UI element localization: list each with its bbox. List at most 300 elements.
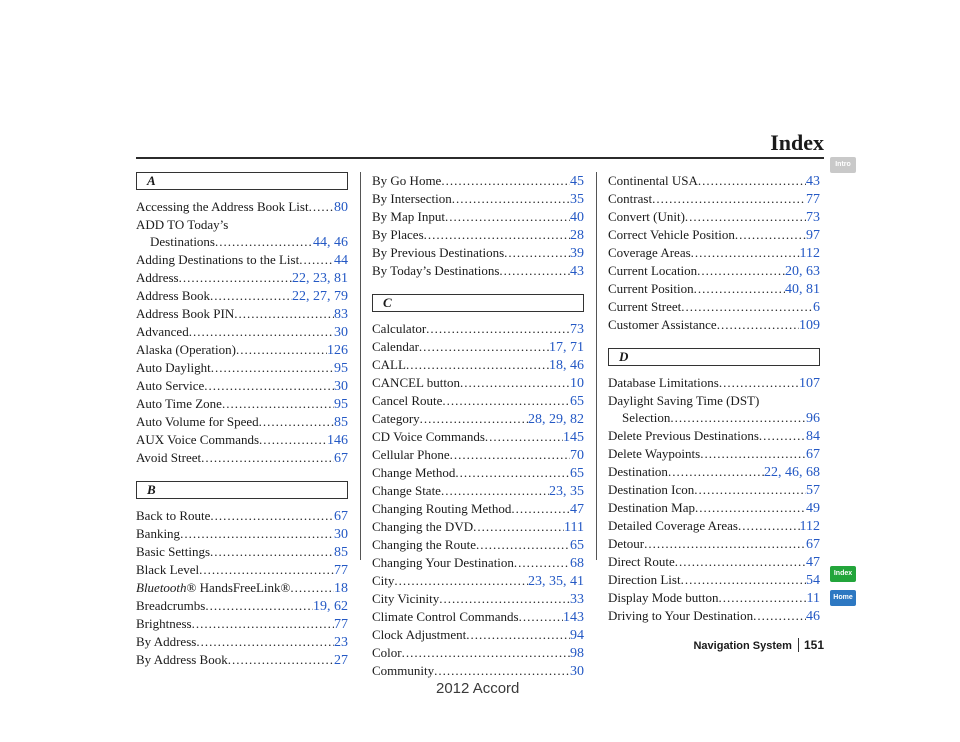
index-entry [608, 445, 820, 463]
page-link[interactable]: 62 [334, 599, 348, 614]
page-link[interactable]: 35 [549, 574, 563, 589]
index-entry [608, 571, 820, 589]
title-rule [136, 157, 824, 159]
page-references [570, 191, 584, 208]
index-entry [608, 208, 820, 226]
index-entry [136, 251, 348, 269]
page-references [799, 317, 820, 334]
dot-leader [753, 607, 806, 624]
index-entry [136, 323, 348, 341]
dot-leader [473, 518, 564, 535]
index-term: Change Method [372, 465, 456, 480]
page-link[interactable]: 43 [806, 174, 820, 189]
page-link[interactable]: 79 [334, 289, 348, 304]
dot-leader [402, 644, 570, 661]
page-link[interactable]: 33 [570, 592, 584, 607]
page-link[interactable]: 22 [292, 271, 306, 286]
page-references [570, 173, 584, 190]
page-link[interactable]: 81 [806, 282, 820, 297]
page-references: 40, 81 [785, 282, 820, 297]
index-entry [608, 517, 820, 535]
page-link[interactable]: 41 [570, 574, 584, 589]
index-term: Changing the Route [372, 537, 476, 552]
index-tab-button[interactable]: Index [830, 566, 856, 582]
page-link[interactable]: 23 [313, 271, 327, 286]
intro-tab-button[interactable]: Intro [830, 157, 856, 173]
index-term: Black Level [136, 562, 200, 577]
dot-leader [644, 535, 806, 552]
page-references [570, 591, 584, 608]
page-link[interactable]: 22 [292, 289, 306, 304]
index-term: By Places [372, 227, 424, 242]
page-link[interactable]: 10 [570, 376, 584, 391]
dot-leader [455, 464, 570, 481]
page-references [806, 410, 820, 427]
page-link[interactable]: 112 [799, 246, 820, 261]
index-entry [136, 651, 348, 669]
index-entry [372, 374, 584, 392]
index-term: Contrast [608, 191, 653, 206]
index-term: Changing Routing Method [372, 501, 512, 516]
page-references [327, 432, 348, 449]
page-references [799, 375, 820, 392]
index-term-italic: Bluetooth [136, 580, 187, 595]
index-entry [608, 262, 820, 280]
page-references [334, 544, 348, 561]
index-term: Basic Settings [136, 544, 211, 559]
index-term: Coverage Areas [608, 245, 691, 260]
index-entry [136, 395, 348, 413]
index-entry [372, 338, 584, 356]
dot-leader [695, 499, 806, 516]
index-entry [372, 356, 584, 374]
dot-leader [694, 280, 785, 297]
page-link[interactable]: 83 [334, 307, 348, 322]
page-references [570, 465, 584, 482]
page-link[interactable]: 19 [313, 599, 327, 614]
index-entry [608, 172, 820, 190]
index-entry [372, 190, 584, 208]
index-term: AUX Voice Commands [136, 432, 260, 447]
index-term: Destination Map [608, 500, 696, 515]
index-term: CALL [372, 357, 406, 372]
page-references [806, 482, 820, 499]
page-references: 22, 23, 81 [292, 271, 348, 286]
index-entry [372, 572, 584, 590]
home-tab-button[interactable]: Home [830, 590, 856, 606]
page-references [807, 590, 820, 607]
page-link[interactable]: 112 [799, 519, 820, 534]
index-entry [136, 543, 348, 561]
index-entry [372, 392, 584, 410]
page-link[interactable]: 30 [334, 325, 348, 340]
page-references: 23, 35, 41 [528, 574, 584, 589]
dot-leader [442, 392, 570, 409]
page-link[interactable]: 54 [806, 573, 820, 588]
footer-section-name: Navigation System [693, 640, 792, 652]
page-link[interactable]: 65 [570, 538, 584, 553]
index-entry [372, 410, 584, 428]
page-references [334, 450, 348, 467]
page-references [800, 518, 820, 535]
page-link[interactable]: 29 [549, 412, 563, 427]
page-link[interactable]: 95 [334, 361, 348, 376]
page-link[interactable]: 40 [570, 210, 584, 225]
page-link[interactable]: 85 [334, 415, 348, 430]
page-references [806, 572, 820, 589]
dot-leader [179, 269, 292, 286]
dot-leader [450, 446, 570, 463]
index-entry [136, 198, 348, 216]
page-link[interactable]: 20 [785, 264, 799, 279]
dot-leader [434, 662, 570, 679]
index-entry [136, 449, 348, 467]
index-entry [608, 244, 820, 262]
page-link[interactable]: 81 [334, 271, 348, 286]
index-entry [136, 233, 348, 251]
section-gap [608, 334, 820, 348]
page-link[interactable]: 44 [313, 235, 327, 250]
page-references [334, 252, 348, 269]
dot-leader [211, 359, 334, 376]
page-link[interactable]: 95 [334, 397, 348, 412]
dot-leader [717, 316, 799, 333]
page-references [570, 375, 584, 392]
index-entry [372, 464, 584, 482]
page-references [806, 608, 820, 625]
index-term: Color [372, 645, 402, 660]
index-term: Breadcrumbs [136, 598, 206, 613]
index-entry [136, 525, 348, 543]
dot-leader [259, 413, 334, 430]
dot-leader [205, 597, 313, 614]
index-term: Advanced [136, 324, 189, 339]
index-term: City [372, 573, 395, 588]
page-link[interactable]: 73 [806, 210, 820, 225]
index-term: Alaska (Operation) [136, 342, 236, 357]
index-term: Bluetooth® HandsFreeLink® [136, 580, 291, 595]
page-link[interactable]: 39 [570, 246, 584, 261]
index-entry [136, 507, 348, 525]
index-entry [372, 446, 584, 464]
dot-leader [210, 287, 292, 304]
page-references [813, 299, 820, 316]
index-entry [372, 500, 584, 518]
index-column-2 [372, 172, 584, 680]
page-references [334, 652, 348, 669]
page-references [570, 555, 584, 572]
index-entry [608, 499, 820, 517]
page-references: 22, 46, 68 [764, 465, 820, 480]
index-term: Detour [608, 536, 645, 551]
index-entry [372, 262, 584, 280]
page-references: 19, 62 [313, 599, 348, 614]
page-link[interactable]: 68 [806, 465, 820, 480]
page-references: 20, 63 [785, 264, 820, 279]
page-link[interactable]: 146 [327, 433, 348, 448]
page-link[interactable]: 97 [806, 228, 820, 243]
page-link[interactable]: 77 [334, 617, 348, 632]
page-link[interactable]: 143 [563, 610, 584, 625]
page-link[interactable]: 27 [334, 653, 348, 668]
page-link[interactable]: 30 [570, 664, 584, 679]
page-number: 151 [798, 638, 824, 652]
dot-leader [426, 320, 570, 337]
dot-leader [735, 226, 806, 243]
index-term: Display Mode button [608, 590, 719, 605]
dot-leader [685, 208, 806, 225]
page-link[interactable]: 68 [570, 556, 584, 571]
page-references [334, 378, 348, 395]
dot-leader [199, 561, 334, 578]
page-link[interactable]: 49 [806, 501, 820, 516]
page-references [334, 324, 348, 341]
page-references [800, 245, 820, 262]
page-references [570, 447, 584, 464]
page-link[interactable]: 67 [806, 447, 820, 462]
index-entry [136, 579, 348, 597]
index-term: Driving to Your Destination [608, 608, 754, 623]
page-references [327, 342, 348, 359]
page-references [570, 245, 584, 262]
index-term: Delete Waypoints [608, 446, 701, 461]
index-entry [608, 316, 820, 334]
index-term: Correct Vehicle Position [608, 227, 735, 242]
page-link[interactable]: 35 [570, 192, 584, 207]
page-link[interactable]: 46 [785, 465, 799, 480]
dot-leader [460, 374, 570, 391]
index-term: By Address Book [136, 652, 228, 667]
page-link[interactable]: 28 [570, 228, 584, 243]
page-link[interactable]: 28 [528, 412, 542, 427]
index-term: Destination Icon [608, 482, 695, 497]
page-references [334, 414, 348, 431]
index-term: Daylight Saving Time (DST) [608, 393, 760, 408]
dot-leader [210, 543, 334, 560]
page-references [334, 396, 348, 413]
page-link[interactable]: 77 [334, 563, 348, 578]
dot-leader [691, 244, 800, 261]
index-term: Cancel Route [372, 393, 443, 408]
dot-leader [394, 572, 528, 589]
page-link[interactable]: 35 [570, 484, 584, 499]
index-entry [608, 298, 820, 316]
page-link[interactable]: 126 [327, 343, 348, 358]
index-term: Continental USA [608, 173, 698, 188]
page-link[interactable]: 44 [334, 253, 348, 268]
page-references [806, 209, 820, 226]
page-references [570, 393, 584, 410]
page-link[interactable]: 73 [570, 322, 584, 337]
page-references [334, 306, 348, 323]
page-link[interactable]: 82 [570, 412, 584, 427]
page-link[interactable]: 96 [806, 411, 820, 426]
page-link[interactable]: 11 [806, 591, 820, 606]
index-entry [136, 341, 348, 359]
page-link[interactable]: 18 [549, 358, 563, 373]
index-term-continuation: Destinations [150, 234, 215, 249]
index-entry [136, 431, 348, 449]
page-references [334, 562, 348, 579]
index-term: Clock Adjustment [372, 627, 467, 642]
dot-leader [652, 190, 806, 207]
index-term: Category [372, 411, 420, 426]
page-link[interactable]: 67 [334, 509, 348, 524]
index-entry [372, 482, 584, 500]
column-divider [360, 172, 361, 560]
page-references [570, 321, 584, 338]
page-link[interactable]: 85 [334, 545, 348, 560]
index-term: Calculator [372, 321, 427, 336]
page-link[interactable]: 30 [334, 527, 348, 542]
page-link[interactable]: 67 [806, 537, 820, 552]
dot-leader [452, 190, 570, 207]
index-term: Auto Volume for Speed [136, 414, 259, 429]
page-link[interactable]: 46 [570, 358, 584, 373]
section-gap [372, 280, 584, 294]
dot-leader [441, 172, 570, 189]
page-references: 18, 46 [549, 358, 584, 373]
index-entry [608, 607, 820, 625]
page-link[interactable]: 65 [570, 394, 584, 409]
page-link[interactable]: 46 [334, 235, 348, 250]
page-title: Index [770, 130, 824, 155]
dot-leader [681, 571, 806, 588]
index-term: Convert (Unit) [608, 209, 685, 224]
page-references: 23, 35 [549, 484, 584, 499]
page-link[interactable]: 98 [570, 646, 584, 661]
page-link[interactable]: 6 [813, 300, 820, 315]
dot-leader [514, 554, 570, 571]
index-term: Direct Route [608, 554, 675, 569]
page-link[interactable]: 109 [799, 318, 820, 333]
index-entry [136, 633, 348, 651]
dot-leader [675, 553, 806, 570]
page-link[interactable]: 46 [806, 609, 820, 624]
page-link[interactable]: 30 [334, 379, 348, 394]
page-link[interactable]: 65 [570, 466, 584, 481]
index-term: Auto Daylight [136, 360, 211, 375]
section-letter-header: A [136, 172, 348, 190]
page-link[interactable]: 67 [334, 451, 348, 466]
page-references [334, 526, 348, 543]
page-link[interactable]: 23 [528, 574, 542, 589]
index-term: By Intersection [372, 191, 452, 206]
index-term: Address Book PIN [136, 306, 235, 321]
dot-leader [180, 525, 334, 542]
dot-leader [204, 377, 334, 394]
dot-leader [299, 251, 334, 268]
index-entry [608, 374, 820, 392]
index-entry [372, 244, 584, 262]
index-entry [372, 590, 584, 608]
section-letter-header: B [136, 481, 348, 499]
index-entry [372, 662, 584, 680]
index-entry-line [136, 216, 348, 233]
page-link[interactable]: 47 [806, 555, 820, 570]
index-entry [372, 320, 584, 338]
index-term: Auto Time Zone [136, 396, 222, 411]
page-references [570, 209, 584, 226]
index-entry [372, 626, 584, 644]
page-link[interactable]: 18 [334, 581, 348, 596]
index-entry [136, 561, 348, 579]
index-entry [136, 305, 348, 323]
page-references [806, 227, 820, 244]
page-link[interactable]: 47 [570, 502, 584, 517]
index-term: City Vicinity [372, 591, 440, 606]
section-letter-header: D [608, 348, 820, 366]
page-link[interactable]: 71 [570, 340, 584, 355]
page-link[interactable]: 111 [564, 520, 584, 535]
dot-leader [681, 298, 813, 315]
page-references [334, 508, 348, 525]
section-gap [136, 467, 348, 481]
dot-leader [694, 481, 806, 498]
index-term: Avoid Street [136, 450, 202, 465]
page-link[interactable]: 57 [806, 483, 820, 498]
dot-leader [189, 323, 334, 340]
page-link[interactable]: 45 [570, 174, 584, 189]
page-references [570, 645, 584, 662]
page-references: 22, 27, 79 [292, 289, 348, 304]
page-references [806, 428, 820, 445]
page-references [563, 429, 584, 446]
page-link[interactable]: 27 [313, 289, 327, 304]
page-references [806, 554, 820, 571]
index-term: Banking [136, 526, 181, 541]
dot-leader [466, 626, 570, 643]
page-link[interactable]: 70 [570, 448, 584, 463]
page-link[interactable]: 23 [334, 635, 348, 650]
page-link[interactable]: 40 [785, 282, 799, 297]
page-references [806, 500, 820, 517]
page-footer [693, 638, 824, 652]
page-references [570, 627, 584, 644]
index-term: By Today’s Destinations [372, 263, 500, 278]
index-entry [608, 589, 820, 607]
dot-leader [499, 262, 570, 279]
page-link[interactable]: 77 [806, 192, 820, 207]
page-link[interactable]: 84 [806, 429, 820, 444]
index-term: Database Limitations [608, 375, 719, 390]
page-link[interactable]: 107 [799, 376, 820, 391]
page-link[interactable]: 63 [806, 264, 820, 279]
watermark: 2012 Accord [436, 680, 520, 697]
dot-leader [719, 589, 807, 606]
index-entry [372, 518, 584, 536]
page-link[interactable]: 23 [549, 484, 563, 499]
page-link[interactable]: 22 [764, 465, 778, 480]
page-references: 17, 71 [549, 340, 584, 355]
dot-leader [259, 431, 327, 448]
page-link[interactable]: 43 [570, 264, 584, 279]
index-term: Address Book [136, 288, 211, 303]
dot-leader [445, 208, 570, 225]
page-link[interactable]: 80 [334, 200, 348, 215]
index-term: Address [136, 270, 179, 285]
column-divider [596, 172, 597, 560]
page-link[interactable]: 94 [570, 628, 584, 643]
index-entry [372, 208, 584, 226]
index-entry [372, 554, 584, 572]
page-references [806, 191, 820, 208]
index-term: Auto Service [136, 378, 205, 393]
page-references [334, 616, 348, 633]
page-link[interactable]: 17 [549, 340, 563, 355]
index-entry [136, 615, 348, 633]
page-link[interactable]: 145 [563, 430, 584, 445]
